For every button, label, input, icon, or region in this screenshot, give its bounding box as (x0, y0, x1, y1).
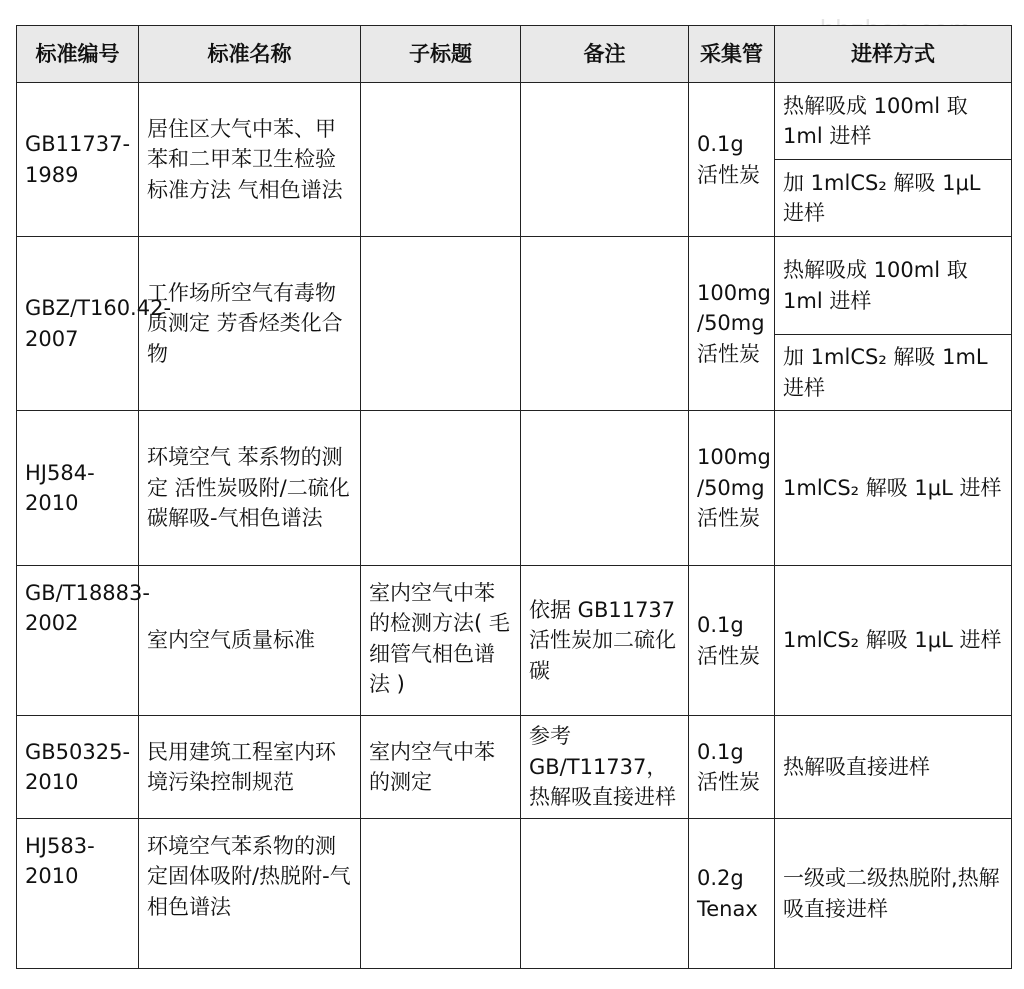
cell-subtitle (361, 819, 521, 969)
header-name: 标准名称 (139, 26, 361, 83)
cell-name: 居住区大气中苯、甲苯和二甲苯卫生检验标准方法 气相色谱法 (139, 83, 361, 237)
cell-code: GB50325-2010 (17, 716, 139, 819)
header-row (17, 26, 1012, 83)
cell-method: 加 1mlCS₂ 解吸 1mL 进样 (775, 335, 1012, 411)
cell-subtitle: 室内空气中苯的测定 (361, 716, 521, 819)
table-row (17, 819, 1012, 969)
table-row (17, 566, 1012, 716)
cell-tube: 0.1g 活性炭 (689, 83, 775, 237)
cell-subtitle (361, 237, 521, 411)
cell-method: 一级或二级热脱附,热解吸直接进样 (775, 819, 1012, 969)
cell-code: GB11737-1989 (17, 83, 139, 237)
cell-subtitle (361, 411, 521, 566)
cell-note (521, 411, 689, 566)
cell-method: 热解吸直接进样 (775, 716, 1012, 819)
cell-subtitle: 室内空气中苯的检测方法( 毛细管气相色谱法 ) (361, 566, 521, 716)
cell-name: 工作场所空气有毒物质测定 芳香烃类化合物 (139, 237, 361, 411)
cell-method: 加 1mlCS₂ 解吸 1μL 进样 (775, 160, 1012, 237)
cell-tube: 100mg /50mg 活性炭 (689, 237, 775, 411)
cell-note: 参考 GB/T11737，热解吸直接进样 (521, 716, 689, 819)
cell-tube: 100mg /50mg 活性炭 (689, 411, 775, 566)
header-tube: 采集管 (689, 26, 775, 83)
cell-code: HJ584-2010 (17, 411, 139, 566)
cell-name: 环境空气 苯系物的测定 活性炭吸附/二硫化碳解吸-气相色谱法 (139, 411, 361, 566)
cell-method: 1mlCS₂ 解吸 1μL 进样 (775, 566, 1012, 716)
cell-name: 室内空气质量标准 (139, 566, 361, 716)
cell-method: 热解吸成 100ml 取 1ml 进样 (775, 237, 1012, 335)
cell-code: GB/T18883-2002 (17, 566, 139, 716)
cell-note (521, 83, 689, 237)
cell-code: GBZ/T160.42-2007 (17, 237, 139, 411)
cell-name: 环境空气苯系物的测定固体吸附/热脱附-气相色谱法 (139, 819, 361, 969)
cell-method: 1mlCS₂ 解吸 1μL 进样 (775, 411, 1012, 566)
table-row (17, 716, 1012, 819)
cell-tube: 0.1g 活性炭 (689, 566, 775, 716)
cell-note (521, 237, 689, 411)
cell-name: 民用建筑工程室内环境污染控制规范 (139, 716, 361, 819)
header-code: 标准编号 (17, 26, 139, 83)
cell-note (521, 819, 689, 969)
table-row (17, 411, 1012, 566)
table-row (17, 237, 1012, 335)
header-method: 进样方式 (775, 26, 1012, 83)
cell-note: 依据 GB11737 活性炭加二硫化碳 (521, 566, 689, 716)
table-row (17, 83, 1012, 160)
cell-method: 热解吸成 100ml 取 1ml 进样 (775, 83, 1012, 160)
cell-tube: 0.2g Tenax (689, 819, 775, 969)
cell-code: HJ583-2010 (17, 819, 139, 969)
cell-tube: 0.1g 活性炭 (689, 716, 775, 819)
header-note: 备注 (521, 26, 689, 83)
cell-subtitle (361, 83, 521, 237)
standards-table (16, 25, 1012, 969)
header-subtitle: 子标题 (361, 26, 521, 83)
